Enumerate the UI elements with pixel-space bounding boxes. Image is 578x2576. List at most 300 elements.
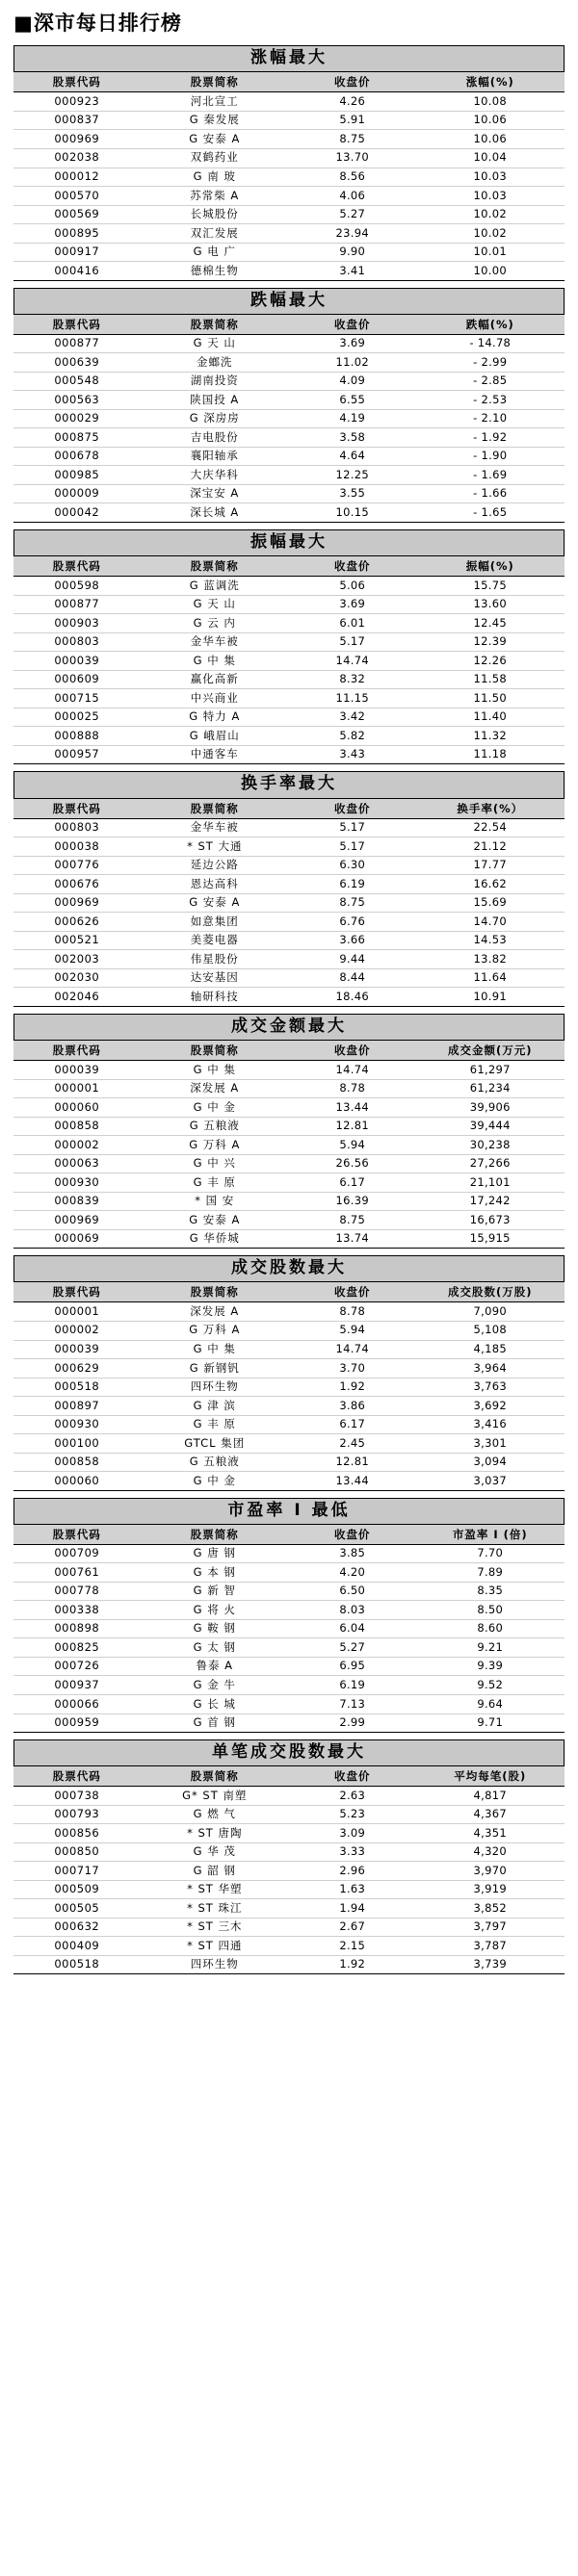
- close-price: 8.75: [289, 130, 416, 149]
- table-row: [13, 1787, 565, 1806]
- stock-name: G 云 内: [141, 614, 289, 633]
- column-header: 股票简称: [141, 1282, 289, 1302]
- table-row: [13, 708, 565, 727]
- stock-code: 000930: [13, 1173, 141, 1193]
- metric-value: 16,673: [416, 1211, 565, 1230]
- stock-name: 德棉生物: [141, 262, 289, 281]
- stock-code: 000717: [13, 1862, 141, 1881]
- stock-name: G 中 集: [141, 1340, 289, 1359]
- stock-name: G 五粮液: [141, 1453, 289, 1472]
- close-price: 9.90: [289, 243, 416, 262]
- table-row: [13, 1713, 565, 1733]
- table-header-row: [13, 798, 565, 818]
- stock-name: G 中 集: [141, 1061, 289, 1080]
- stock-code: 000903: [13, 614, 141, 633]
- close-price: 6.17: [289, 1173, 416, 1193]
- column-header: 股票简称: [141, 798, 289, 818]
- stock-name: 吉电股份: [141, 428, 289, 448]
- ranking-section: [13, 1014, 565, 1249]
- ranking-section: [13, 1498, 565, 1733]
- stock-code: 000676: [13, 875, 141, 894]
- metric-value: 3,037: [416, 1472, 565, 1491]
- column-header: 收盘价: [289, 1524, 416, 1544]
- metric-value: 10.06: [416, 130, 565, 149]
- table-header-row: [13, 1766, 565, 1787]
- metric-value: 10.02: [416, 205, 565, 224]
- ranking-table: [13, 1524, 565, 1733]
- page-title: ■深市每日排行榜: [13, 12, 182, 35]
- stock-code: 000957: [13, 745, 141, 764]
- table-row: [13, 1136, 565, 1155]
- table-row: [13, 1397, 565, 1416]
- table-row: [13, 1378, 565, 1397]
- stock-code: 000839: [13, 1192, 141, 1211]
- stock-name: G 五粮液: [141, 1117, 289, 1136]
- stock-name: G 丰 原: [141, 1173, 289, 1193]
- stock-code: 000709: [13, 1544, 141, 1563]
- stock-name: G 万科 A: [141, 1321, 289, 1340]
- table-row: [13, 614, 565, 633]
- column-header: 股票代码: [13, 1282, 141, 1302]
- close-price: 8.56: [289, 167, 416, 187]
- close-price: 6.55: [289, 391, 416, 410]
- close-price: 6.17: [289, 1415, 416, 1434]
- stock-code: 000063: [13, 1154, 141, 1173]
- table-row: [13, 466, 565, 485]
- table-row: [13, 1321, 565, 1340]
- stock-name: 苏常柴 A: [141, 187, 289, 206]
- table-row: [13, 875, 565, 894]
- metric-value: 4,367: [416, 1805, 565, 1824]
- metric-value: 3,739: [416, 1955, 565, 1974]
- metric-value: 39,906: [416, 1098, 565, 1118]
- stock-code: 000069: [13, 1229, 141, 1249]
- metric-value: 14.70: [416, 913, 565, 932]
- table-row: [13, 1098, 565, 1118]
- table-row: [13, 893, 565, 913]
- stock-name: * 国 安: [141, 1192, 289, 1211]
- stock-name: 双汇发展: [141, 224, 289, 244]
- stock-code: 000042: [13, 503, 141, 523]
- close-price: 5.94: [289, 1136, 416, 1155]
- stock-code: 000877: [13, 595, 141, 614]
- stock-name: G 特力 A: [141, 708, 289, 727]
- metric-value: 16.62: [416, 875, 565, 894]
- metric-value: 10.08: [416, 92, 565, 112]
- stock-code: 000898: [13, 1619, 141, 1638]
- stock-name: G 中 集: [141, 652, 289, 671]
- column-header: 股票简称: [141, 556, 289, 577]
- metric-value: 8.60: [416, 1619, 565, 1638]
- close-price: 5.82: [289, 727, 416, 746]
- stock-name: * ST 唐陶: [141, 1824, 289, 1843]
- metric-value: - 2.10: [416, 409, 565, 428]
- stock-code: 000548: [13, 372, 141, 391]
- stock-name: 美菱电器: [141, 931, 289, 950]
- metric-value: 10.03: [416, 187, 565, 206]
- table-row: [13, 1229, 565, 1249]
- close-price: 5.17: [289, 818, 416, 837]
- table-row: [13, 243, 565, 262]
- table-header-row: [13, 556, 565, 577]
- stock-code: 000570: [13, 187, 141, 206]
- stock-name: 湖南投资: [141, 372, 289, 391]
- stock-code: 000778: [13, 1582, 141, 1601]
- table-row: [13, 1638, 565, 1658]
- section-title: 涨幅最大: [13, 45, 565, 71]
- close-price: 8.32: [289, 670, 416, 689]
- column-header: 跌幅(%): [416, 314, 565, 334]
- section-title: 单笔成交股数最大: [13, 1739, 565, 1765]
- stock-code: 000569: [13, 205, 141, 224]
- stock-code: 000338: [13, 1601, 141, 1620]
- metric-value: 10.91: [416, 988, 565, 1007]
- table-row: [13, 372, 565, 391]
- close-price: 13.70: [289, 148, 416, 167]
- stock-name: G* ST 南塑: [141, 1787, 289, 1806]
- metric-value: 9.52: [416, 1676, 565, 1695]
- column-header: 涨幅(%): [416, 72, 565, 92]
- close-price: 8.75: [289, 1211, 416, 1230]
- table-row: [13, 334, 565, 353]
- stock-code: 000409: [13, 1937, 141, 1956]
- stock-code: 000856: [13, 1824, 141, 1843]
- table-row: [13, 130, 565, 149]
- stock-code: 000850: [13, 1842, 141, 1862]
- column-header: 成交股数(万股): [416, 1282, 565, 1302]
- stock-code: 000937: [13, 1676, 141, 1695]
- stock-code: 000505: [13, 1899, 141, 1919]
- stock-name: G 韶 钢: [141, 1862, 289, 1881]
- metric-value: 11.40: [416, 708, 565, 727]
- close-price: 5.94: [289, 1321, 416, 1340]
- stock-name: * ST 四通: [141, 1937, 289, 1956]
- close-price: 2.67: [289, 1918, 416, 1937]
- table-row: [13, 148, 565, 167]
- close-price: 12.81: [289, 1117, 416, 1136]
- table-header-row: [13, 314, 565, 334]
- close-price: 3.70: [289, 1359, 416, 1378]
- column-header: 股票简称: [141, 1766, 289, 1787]
- table-row: [13, 428, 565, 448]
- close-price: 5.27: [289, 205, 416, 224]
- table-row: [13, 1359, 565, 1378]
- stock-name: G 将 火: [141, 1601, 289, 1620]
- stock-name: G 电 广: [141, 243, 289, 262]
- close-price: 5.06: [289, 577, 416, 596]
- close-price: 2.99: [289, 1713, 416, 1733]
- metric-value: 5,108: [416, 1321, 565, 1340]
- stock-code: 000793: [13, 1805, 141, 1824]
- stock-name: G 安泰 A: [141, 1211, 289, 1230]
- stock-code: 000969: [13, 893, 141, 913]
- stock-name: 金华车被: [141, 632, 289, 652]
- stock-code: 000001: [13, 1079, 141, 1098]
- metric-value: 61,234: [416, 1079, 565, 1098]
- metric-value: 8.50: [416, 1601, 565, 1620]
- stock-name: 鲁泰 A: [141, 1657, 289, 1676]
- metric-value: 11.32: [416, 727, 565, 746]
- close-price: 8.03: [289, 1601, 416, 1620]
- stock-name: 深长城 A: [141, 503, 289, 523]
- metric-value: 10.00: [416, 262, 565, 281]
- column-header: 股票代码: [13, 1041, 141, 1061]
- table-row: [13, 1192, 565, 1211]
- column-header: 平均每笔(股): [416, 1766, 565, 1787]
- metric-value: - 1.69: [416, 466, 565, 485]
- stock-name: * ST 大通: [141, 837, 289, 857]
- metric-value: 27,266: [416, 1154, 565, 1173]
- section-title: 市盈率 I 最低: [13, 1498, 565, 1524]
- stock-name: G 金 牛: [141, 1676, 289, 1695]
- table-row: [13, 931, 565, 950]
- close-price: 13.44: [289, 1098, 416, 1118]
- column-header: 股票简称: [141, 314, 289, 334]
- column-header: 收盘价: [289, 1766, 416, 1787]
- close-price: 5.17: [289, 632, 416, 652]
- stock-code: 000738: [13, 1787, 141, 1806]
- table-row: [13, 187, 565, 206]
- stock-name: 赢化高新: [141, 670, 289, 689]
- metric-value: 11.58: [416, 670, 565, 689]
- close-price: 12.81: [289, 1453, 416, 1472]
- close-price: 3.55: [289, 484, 416, 503]
- stock-code: 002003: [13, 950, 141, 969]
- stock-name: 大庆华科: [141, 466, 289, 485]
- stock-code: 002038: [13, 148, 141, 167]
- close-price: 4.26: [289, 92, 416, 112]
- metric-value: 12.39: [416, 632, 565, 652]
- close-price: 3.69: [289, 595, 416, 614]
- stock-name: G 丰 原: [141, 1415, 289, 1434]
- stock-code: 000858: [13, 1453, 141, 1472]
- metric-value: 14.53: [416, 931, 565, 950]
- table-row: [13, 167, 565, 187]
- metric-value: 17.77: [416, 856, 565, 875]
- stock-name: G 中 兴: [141, 1154, 289, 1173]
- stock-name: G 安泰 A: [141, 130, 289, 149]
- stock-name: G 唐 钢: [141, 1544, 289, 1563]
- stock-name: G 津 滨: [141, 1397, 289, 1416]
- ranking-section: [13, 1255, 565, 1490]
- close-price: 8.78: [289, 1302, 416, 1322]
- metric-value: 12.45: [416, 614, 565, 633]
- close-price: 1.63: [289, 1880, 416, 1899]
- metric-value: 3,416: [416, 1415, 565, 1434]
- close-price: 13.74: [289, 1229, 416, 1249]
- stock-name: G 华 茂: [141, 1842, 289, 1862]
- stock-name: G 天 山: [141, 334, 289, 353]
- column-header: 市盈率 I (倍): [416, 1524, 565, 1544]
- close-price: 8.78: [289, 1079, 416, 1098]
- table-row: [13, 391, 565, 410]
- stock-code: 000715: [13, 689, 141, 708]
- stock-code: 000416: [13, 262, 141, 281]
- column-header: 收盘价: [289, 72, 416, 92]
- close-price: 3.42: [289, 708, 416, 727]
- table-row: [13, 1899, 565, 1919]
- metric-value: 21,101: [416, 1173, 565, 1193]
- stock-code: 000025: [13, 708, 141, 727]
- metric-value: 3,797: [416, 1918, 565, 1937]
- stock-name: * ST 三木: [141, 1918, 289, 1937]
- stock-code: 000039: [13, 652, 141, 671]
- close-price: 2.96: [289, 1862, 416, 1881]
- close-price: 4.09: [289, 372, 416, 391]
- section-title: 振幅最大: [13, 529, 565, 555]
- close-price: 18.46: [289, 988, 416, 1007]
- close-price: 14.74: [289, 1340, 416, 1359]
- stock-code: 000060: [13, 1472, 141, 1491]
- column-header: 振幅(%): [416, 556, 565, 577]
- stock-code: 000895: [13, 224, 141, 244]
- stock-name: G 华侨城: [141, 1229, 289, 1249]
- table-row: [13, 856, 565, 875]
- metric-value: 11.64: [416, 968, 565, 988]
- metric-value: 3,919: [416, 1880, 565, 1899]
- close-price: 1.92: [289, 1378, 416, 1397]
- stock-code: 002046: [13, 988, 141, 1007]
- metric-value: 10.04: [416, 148, 565, 167]
- close-price: 6.19: [289, 875, 416, 894]
- metric-value: 17,242: [416, 1192, 565, 1211]
- metric-value: 7,090: [416, 1302, 565, 1322]
- stock-code: 000959: [13, 1713, 141, 1733]
- close-price: 6.76: [289, 913, 416, 932]
- metric-value: 3,852: [416, 1899, 565, 1919]
- stock-code: 002030: [13, 968, 141, 988]
- ranking-table: [13, 314, 565, 523]
- metric-value: 4,817: [416, 1787, 565, 1806]
- close-price: 2.45: [289, 1434, 416, 1454]
- stock-code: 000761: [13, 1563, 141, 1583]
- close-price: 5.17: [289, 837, 416, 857]
- stock-code: 000803: [13, 818, 141, 837]
- table-row: [13, 1601, 565, 1620]
- close-price: 3.69: [289, 334, 416, 353]
- metric-value: - 1.65: [416, 503, 565, 523]
- ranking-section: [13, 288, 565, 523]
- stock-name: G 中 金: [141, 1098, 289, 1118]
- table-row: [13, 1676, 565, 1695]
- ranking-section: [13, 1739, 565, 1974]
- column-header: 股票代码: [13, 1766, 141, 1787]
- table-row: [13, 484, 565, 503]
- table-row: [13, 205, 565, 224]
- stock-name: 轴研科技: [141, 988, 289, 1007]
- close-price: 11.15: [289, 689, 416, 708]
- stock-code: 000678: [13, 447, 141, 466]
- table-row: [13, 1061, 565, 1080]
- section-title: 成交金额最大: [13, 1014, 565, 1040]
- close-price: 23.94: [289, 224, 416, 244]
- stock-name: G 南 玻: [141, 167, 289, 187]
- table-row: [13, 1340, 565, 1359]
- metric-value: 3,301: [416, 1434, 565, 1454]
- stock-code: 000001: [13, 1302, 141, 1322]
- stock-code: 000632: [13, 1918, 141, 1937]
- stock-code: 000897: [13, 1397, 141, 1416]
- metric-value: 9.39: [416, 1657, 565, 1676]
- stock-code: 000858: [13, 1117, 141, 1136]
- metric-value: 3,970: [416, 1862, 565, 1881]
- metric-value: 7.70: [416, 1544, 565, 1563]
- metric-value: - 1.92: [416, 428, 565, 448]
- close-price: 7.13: [289, 1695, 416, 1714]
- close-price: 11.02: [289, 353, 416, 373]
- close-price: 3.09: [289, 1824, 416, 1843]
- close-price: 14.74: [289, 652, 416, 671]
- metric-value: 30,238: [416, 1136, 565, 1155]
- stock-code: 000039: [13, 1340, 141, 1359]
- table-row: [13, 652, 565, 671]
- close-price: 3.41: [289, 262, 416, 281]
- stock-code: 000100: [13, 1434, 141, 1454]
- column-header: 收盘价: [289, 798, 416, 818]
- column-header: 股票简称: [141, 1041, 289, 1061]
- stock-code: 000803: [13, 632, 141, 652]
- stock-code: 000837: [13, 111, 141, 130]
- table-row: [13, 111, 565, 130]
- metric-value: 9.21: [416, 1638, 565, 1658]
- metric-value: 4,320: [416, 1842, 565, 1862]
- table-header-row: [13, 1524, 565, 1544]
- column-header: 股票代码: [13, 1524, 141, 1544]
- metric-value: 15.69: [416, 893, 565, 913]
- close-price: 3.66: [289, 931, 416, 950]
- table-row: [13, 727, 565, 746]
- stock-name: 深发展 A: [141, 1302, 289, 1322]
- stock-name: 四环生物: [141, 1378, 289, 1397]
- ranking-table: [13, 1765, 565, 1974]
- stock-code: 000038: [13, 837, 141, 857]
- metric-value: 7.89: [416, 1563, 565, 1583]
- stock-code: 000009: [13, 484, 141, 503]
- close-price: 13.44: [289, 1472, 416, 1491]
- table-row: [13, 837, 565, 857]
- stock-code: 000563: [13, 391, 141, 410]
- table-row: [13, 1582, 565, 1601]
- metric-value: 10.03: [416, 167, 565, 187]
- metric-value: 61,297: [416, 1061, 565, 1080]
- column-header: 股票代码: [13, 798, 141, 818]
- stock-code: 000985: [13, 466, 141, 485]
- stock-name: G 鞍 钢: [141, 1619, 289, 1638]
- close-price: 4.19: [289, 409, 416, 428]
- stock-name: 金华车被: [141, 818, 289, 837]
- table-row: [13, 950, 565, 969]
- column-header: 股票代码: [13, 72, 141, 92]
- close-price: 6.04: [289, 1619, 416, 1638]
- ranking-table: [13, 71, 565, 280]
- stock-code: 000518: [13, 1378, 141, 1397]
- table-row: [13, 1880, 565, 1899]
- stock-name: * ST 华塑: [141, 1880, 289, 1899]
- metric-value: - 2.85: [416, 372, 565, 391]
- stock-name: G 长 城: [141, 1695, 289, 1714]
- stock-name: 深宝安 A: [141, 484, 289, 503]
- table-row: [13, 1657, 565, 1676]
- close-price: 12.25: [289, 466, 416, 485]
- table-row: [13, 1937, 565, 1956]
- close-price: 8.75: [289, 893, 416, 913]
- stock-name: 襄阳轴承: [141, 447, 289, 466]
- close-price: 6.95: [289, 1657, 416, 1676]
- ranking-table: [13, 798, 565, 1007]
- stock-code: 000923: [13, 92, 141, 112]
- metric-value: 3,763: [416, 1378, 565, 1397]
- stock-name: G 深房房: [141, 409, 289, 428]
